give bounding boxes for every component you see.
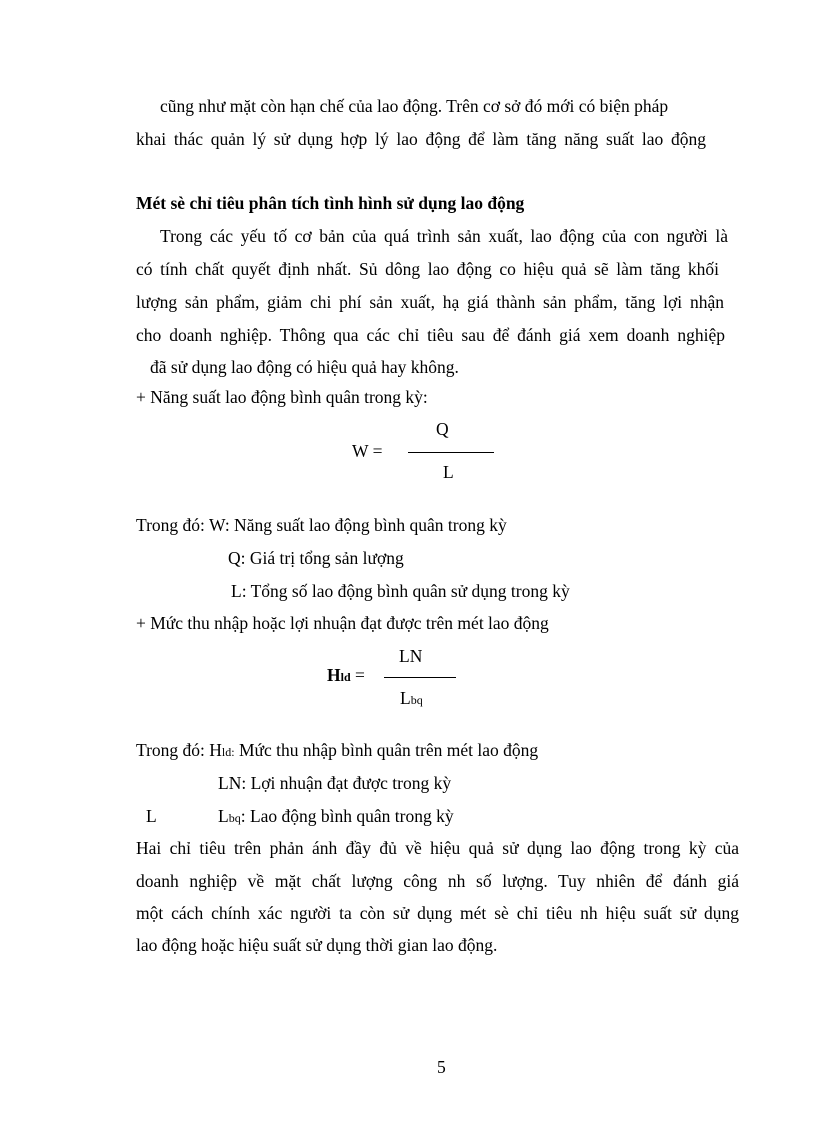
intro-line-2: khai thác quản lý sử dụng hợp lý lao động để làm tăng năng suất lao động xyxy=(136,129,706,149)
intro-line-1: cũng như mặt còn hạn chế của lao động. Trên cơ sở đó mới có biện pháp xyxy=(160,96,669,116)
formula1-where-q: Q: Giá trị tổng sản lượng xyxy=(228,548,404,568)
conclusion-line-1: Hai chỉ tiêu trên phản ánh đầy đủ về hiệu quả sử dụng lao động trong kỳ của xyxy=(136,838,739,858)
formula2-where-lead: Trong đó: Hld: Mức thu nhập bình quân trên mét lao động xyxy=(136,740,539,760)
formula2-numerator: LN xyxy=(399,646,423,666)
formula2-where-ln: LN: Lợi nhuận đạt được trong kỳ xyxy=(218,773,452,793)
conclusion-line-3: một cách chính xác người ta còn sử dụng mét sè chỉ tiêu nh hiệu suất sử dụng xyxy=(136,903,739,923)
formula1-lhs: W = xyxy=(352,441,383,461)
formula2-denominator: Lbq xyxy=(400,688,423,708)
formula2-where-lbq: Lbq: Lao động bình quân trong kỳ xyxy=(218,806,454,826)
formula1-fraction-bar xyxy=(408,452,494,453)
para-line-1: Trong các yếu tố cơ bản của quá trình sản xuất, lao động của con người là xyxy=(160,226,728,246)
formula1-numerator: Q xyxy=(436,419,449,439)
para-line-5: đã sử dụng lao động có hiệu quả hay không. xyxy=(150,357,459,377)
page-number: 5 xyxy=(437,1057,446,1077)
formula2-fraction-bar xyxy=(384,677,456,678)
formula1-where-l: L: Tổng số lao động bình quân sử dụng trong kỳ xyxy=(231,581,570,601)
conclusion-line-4: lao động hoặc hiệu suất sử dụng thời gian lao động. xyxy=(136,935,498,955)
conclusion-line-2: doanh nghiệp về mặt chất lượng công nh số lượng. Tuy nhiên để đánh giá xyxy=(136,871,739,891)
formula1-label: + Năng suất lao động bình quân trong kỳ: xyxy=(136,387,428,407)
section-heading: Mét sè chỉ tiêu phân tích tình hình sử dụng lao động xyxy=(136,193,525,213)
formula1-where-lead: Trong đó: W: Năng suất lao động bình quân trong kỳ xyxy=(136,515,507,535)
para-line-2: có tính chất quyết định nhất. Sủ dông lao động co hiệu quả sẽ làm tăng khối xyxy=(136,259,719,279)
formula1-denominator: L xyxy=(443,462,454,482)
formula2-label: + Mức thu nhập hoặc lợi nhuận đạt được trên mét lao động xyxy=(136,613,549,633)
formula2-lhs: Hld = xyxy=(327,665,365,685)
para-line-3: lượng sản phẩm, giảm chi phí sản xuất, hạ giá thành sản phẩm, tăng lợi nhận xyxy=(136,292,724,312)
formula2-where-stray: L xyxy=(146,806,157,826)
para-line-4: cho doanh nghiệp. Thông qua các chỉ tiêu sau để đánh giá xem doanh nghiệp xyxy=(136,325,725,345)
